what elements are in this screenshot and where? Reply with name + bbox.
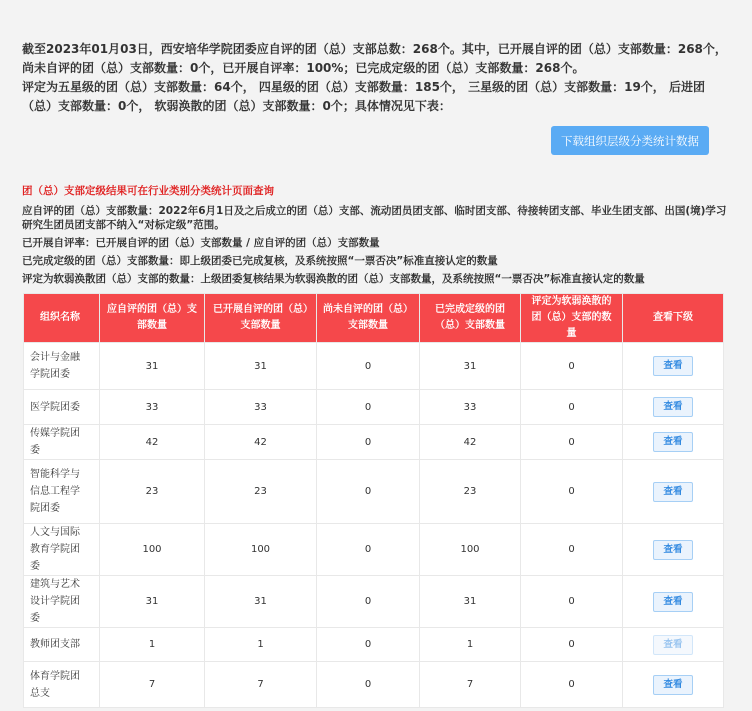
- cell-should-evaluate: 31: [100, 343, 205, 390]
- table-row: [24, 343, 724, 390]
- cell-view: [623, 425, 724, 460]
- cell-graded: 7: [420, 662, 521, 708]
- cell-org-name: 传媒学院团委: [24, 425, 100, 460]
- cell-not-evaluated: 0: [317, 343, 420, 390]
- cell-graded: 42: [420, 425, 521, 460]
- view-sub-button[interactable]: 查看: [653, 540, 693, 560]
- cell-weak: 0: [521, 662, 623, 708]
- header-org-name: 组织名称: [24, 294, 100, 343]
- cell-org-name: 教师团支部: [24, 628, 100, 662]
- note-line-4: 评定为软弱涣散团（总）支部的数量：上级团委复核结果为软弱涣散的团（总）支部数量，及系统按照“一票否决”标准直接认定的数量: [22, 273, 645, 285]
- table-row: [24, 576, 724, 628]
- cell-graded: 31: [420, 576, 521, 628]
- cell-not-evaluated: 0: [317, 425, 420, 460]
- cell-view: [623, 343, 724, 390]
- cell-not-evaluated: 0: [317, 460, 420, 524]
- note-line-3: 已完成定级的团（总）支部数量：即上级团委已完成复核，及系统按照“一票否决”标准直接认定的数量: [22, 255, 498, 267]
- cell-view: [623, 524, 724, 576]
- cell-not-evaluated: 0: [317, 662, 420, 708]
- cell-weak: 0: [521, 343, 623, 390]
- cell-evaluated: 1: [205, 628, 317, 662]
- view-sub-button[interactable]: 查看: [653, 356, 693, 376]
- cell-should-evaluate: 1: [100, 628, 205, 662]
- summary-line-2: 评定为五星级的团（总）支部数量：64个， 四星级的团（总）支部数量：185个， 三星级的团（总）支部数量：19个， 后进团（总）支部数量：0个， 软弱涣散的团（总）支部数量：0个；具体情况见下表：: [22, 80, 705, 113]
- cell-weak: 0: [521, 390, 623, 425]
- cell-org-name: 人文与国际教育学院团委: [24, 524, 100, 576]
- header-evaluated: 已开展自评的团（总）支部数量: [205, 294, 317, 343]
- cell-weak: 0: [521, 460, 623, 524]
- header-view-sub: 查看下级: [623, 294, 724, 343]
- header-weak: 评定为软弱涣散的团（总）支部的数量: [521, 294, 623, 343]
- table-row: [24, 662, 724, 708]
- notes-red-hint: 团（总）支部定级结果可在行业类别分类统计页面查询: [22, 185, 274, 197]
- report-panel: [10, 20, 742, 711]
- header-not-evaluated: 尚未自评的团（总）支部数量: [317, 294, 420, 343]
- cell-view: [623, 390, 724, 425]
- notes-section: [22, 184, 734, 290]
- cell-not-evaluated: 0: [317, 524, 420, 576]
- cell-not-evaluated: 0: [317, 576, 420, 628]
- download-stats-button[interactable]: 下载组织层级分类统计数据: [551, 126, 709, 155]
- view-sub-button[interactable]: 查看: [653, 432, 693, 452]
- table-row: [24, 524, 724, 576]
- cell-org-name: 建筑与艺术设计学院团委: [24, 576, 100, 628]
- summary-line-1: 截至2023年01月03日，西安培华学院团委应自评的团（总）支部总数：268个。其中，已开展自评的团（总）支部数量：268个，尚未自评的团（总）支部数量：0个，已开展自评率：100%；已完成定级的团（总）支部数量：268个。: [22, 42, 727, 75]
- view-sub-button[interactable]: 查看: [653, 397, 693, 417]
- cell-view: [623, 460, 724, 524]
- cell-graded: 23: [420, 460, 521, 524]
- cell-should-evaluate: 31: [100, 576, 205, 628]
- cell-graded: 31: [420, 343, 521, 390]
- note-line-1: 应自评的团（总）支部数量：2022年6月1日及之后成立的团（总）支部、流动团员团支部、临时团支部、待接转团支部、毕业生团支部、出国(境)学习研究生团员团支部不纳入“对标定级”范围。: [22, 205, 727, 231]
- cell-evaluated: 31: [205, 576, 317, 628]
- cell-graded: 33: [420, 390, 521, 425]
- cell-org-name: 智能科学与信息工程学院团委: [24, 460, 100, 524]
- cell-evaluated: 23: [205, 460, 317, 524]
- cell-evaluated: 42: [205, 425, 317, 460]
- cell-graded: 1: [420, 628, 521, 662]
- header-graded: 已完成定级的团（总）支部数量: [420, 294, 521, 343]
- cell-evaluated: 7: [205, 662, 317, 708]
- cell-view: [623, 628, 724, 662]
- view-sub-button[interactable]: 查看: [653, 635, 693, 655]
- cell-should-evaluate: 7: [100, 662, 205, 708]
- table-row: [24, 460, 724, 524]
- cell-evaluated: 100: [205, 524, 317, 576]
- cell-org-name: 医学院团委: [24, 390, 100, 425]
- table-row: [24, 390, 724, 425]
- stats-table: [23, 293, 724, 708]
- table-header-row: [24, 294, 724, 343]
- cell-should-evaluate: 23: [100, 460, 205, 524]
- cell-should-evaluate: 42: [100, 425, 205, 460]
- cell-graded: 100: [420, 524, 521, 576]
- table-row: [24, 425, 724, 460]
- cell-org-name: 会计与金融学院团委: [24, 343, 100, 390]
- view-sub-button[interactable]: 查看: [653, 482, 693, 502]
- cell-weak: 0: [521, 524, 623, 576]
- cell-weak: 0: [521, 576, 623, 628]
- header-should-evaluate: 应自评的团（总）支部数量: [100, 294, 205, 343]
- cell-weak: 0: [521, 628, 623, 662]
- cell-not-evaluated: 0: [317, 628, 420, 662]
- table-row: [24, 628, 724, 662]
- cell-org-name: 体育学院团总支: [24, 662, 100, 708]
- view-sub-button[interactable]: 查看: [653, 675, 693, 695]
- cell-not-evaluated: 0: [317, 390, 420, 425]
- cell-evaluated: 33: [205, 390, 317, 425]
- cell-view: [623, 576, 724, 628]
- note-line-2: 已开展自评率：已开展自评的团（总）支部数量 / 应自评的团（总）支部数量: [22, 237, 380, 249]
- cell-view: [623, 662, 724, 708]
- view-sub-button[interactable]: 查看: [653, 592, 693, 612]
- cell-should-evaluate: 100: [100, 524, 205, 576]
- summary-text: [22, 40, 734, 116]
- cell-evaluated: 31: [205, 343, 317, 390]
- cell-should-evaluate: 33: [100, 390, 205, 425]
- cell-weak: 0: [521, 425, 623, 460]
